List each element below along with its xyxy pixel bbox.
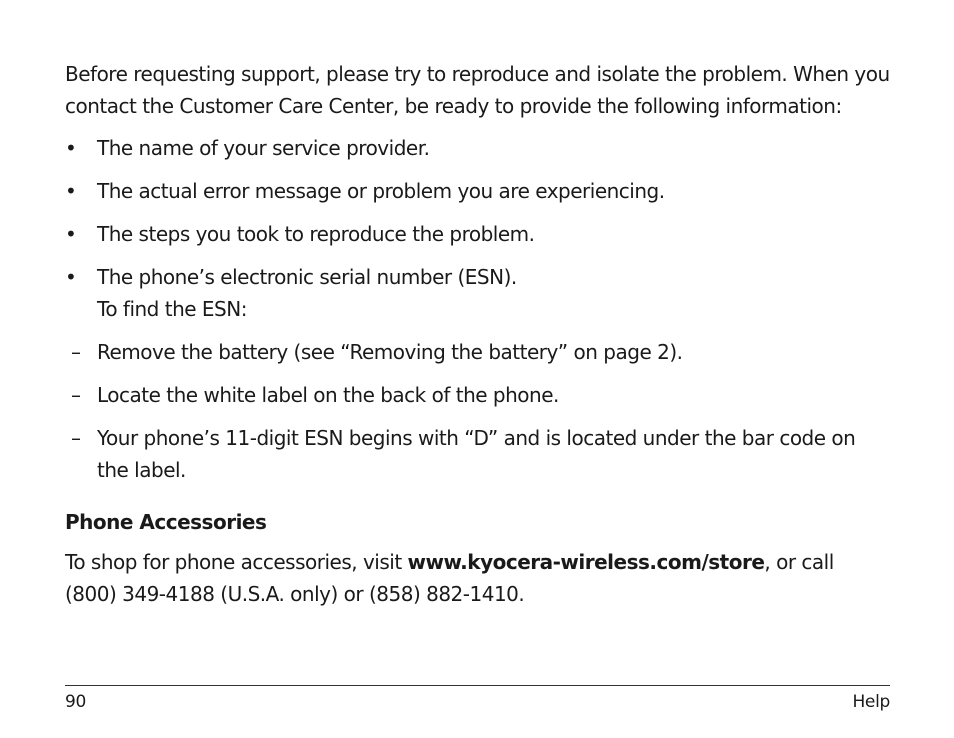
list-item-text: The actual error message or problem you are experiencing.: [97, 179, 665, 203]
accessories-text-after: , or call (800) 349-4188 (U.S.A. only) or (858) 882-1410.: [65, 550, 834, 606]
accessories-paragraph: [65, 546, 890, 610]
dash-icon: –: [71, 383, 81, 407]
list-item: [65, 218, 890, 250]
section-name: Help: [852, 692, 890, 712]
intro-paragraph: Before requesting support, please try to reproduce and isolate the problem. When you contact the Customer Care Center, be ready to provide the following information:: [65, 62, 890, 118]
info-list: [65, 132, 890, 325]
esn-step: [65, 422, 890, 486]
esn-intro: To find the ESN:: [97, 297, 247, 321]
esn-step: [65, 379, 890, 411]
page-content: [65, 58, 890, 610]
esn-step: [65, 336, 890, 368]
bullet-icon: •: [65, 136, 77, 160]
accessories-text-before: To shop for phone accessories, visit: [65, 550, 408, 574]
esn-steps-list: [65, 336, 890, 486]
dash-icon: –: [71, 340, 81, 364]
list-item: [65, 175, 890, 207]
list-item-text: The steps you took to reproduce the problem.: [97, 222, 535, 246]
list-item: [65, 132, 890, 164]
footer-divider: [65, 685, 890, 686]
list-item: [65, 261, 890, 325]
list-item-text: The name of your service provider.: [97, 136, 430, 160]
bullet-icon: •: [65, 222, 77, 246]
esn-step-text: Remove the battery (see “Removing the battery” on page 2).: [97, 340, 683, 364]
esn-step-text: Locate the white label on the back of the phone.: [97, 383, 559, 407]
bullet-icon: •: [65, 179, 77, 203]
dash-icon: –: [71, 426, 81, 450]
list-item-text: The phone’s electronic serial number (ESN).: [97, 265, 517, 289]
bullet-icon: •: [65, 265, 77, 289]
store-link[interactable]: www.kyocera-wireless.com/store: [407, 550, 765, 574]
esn-step-text: Your phone’s 11-digit ESN begins with “D” and is located under the bar code on the label.: [97, 426, 856, 482]
page-number: 90: [65, 692, 87, 712]
section-heading: Phone Accessories: [65, 510, 267, 534]
